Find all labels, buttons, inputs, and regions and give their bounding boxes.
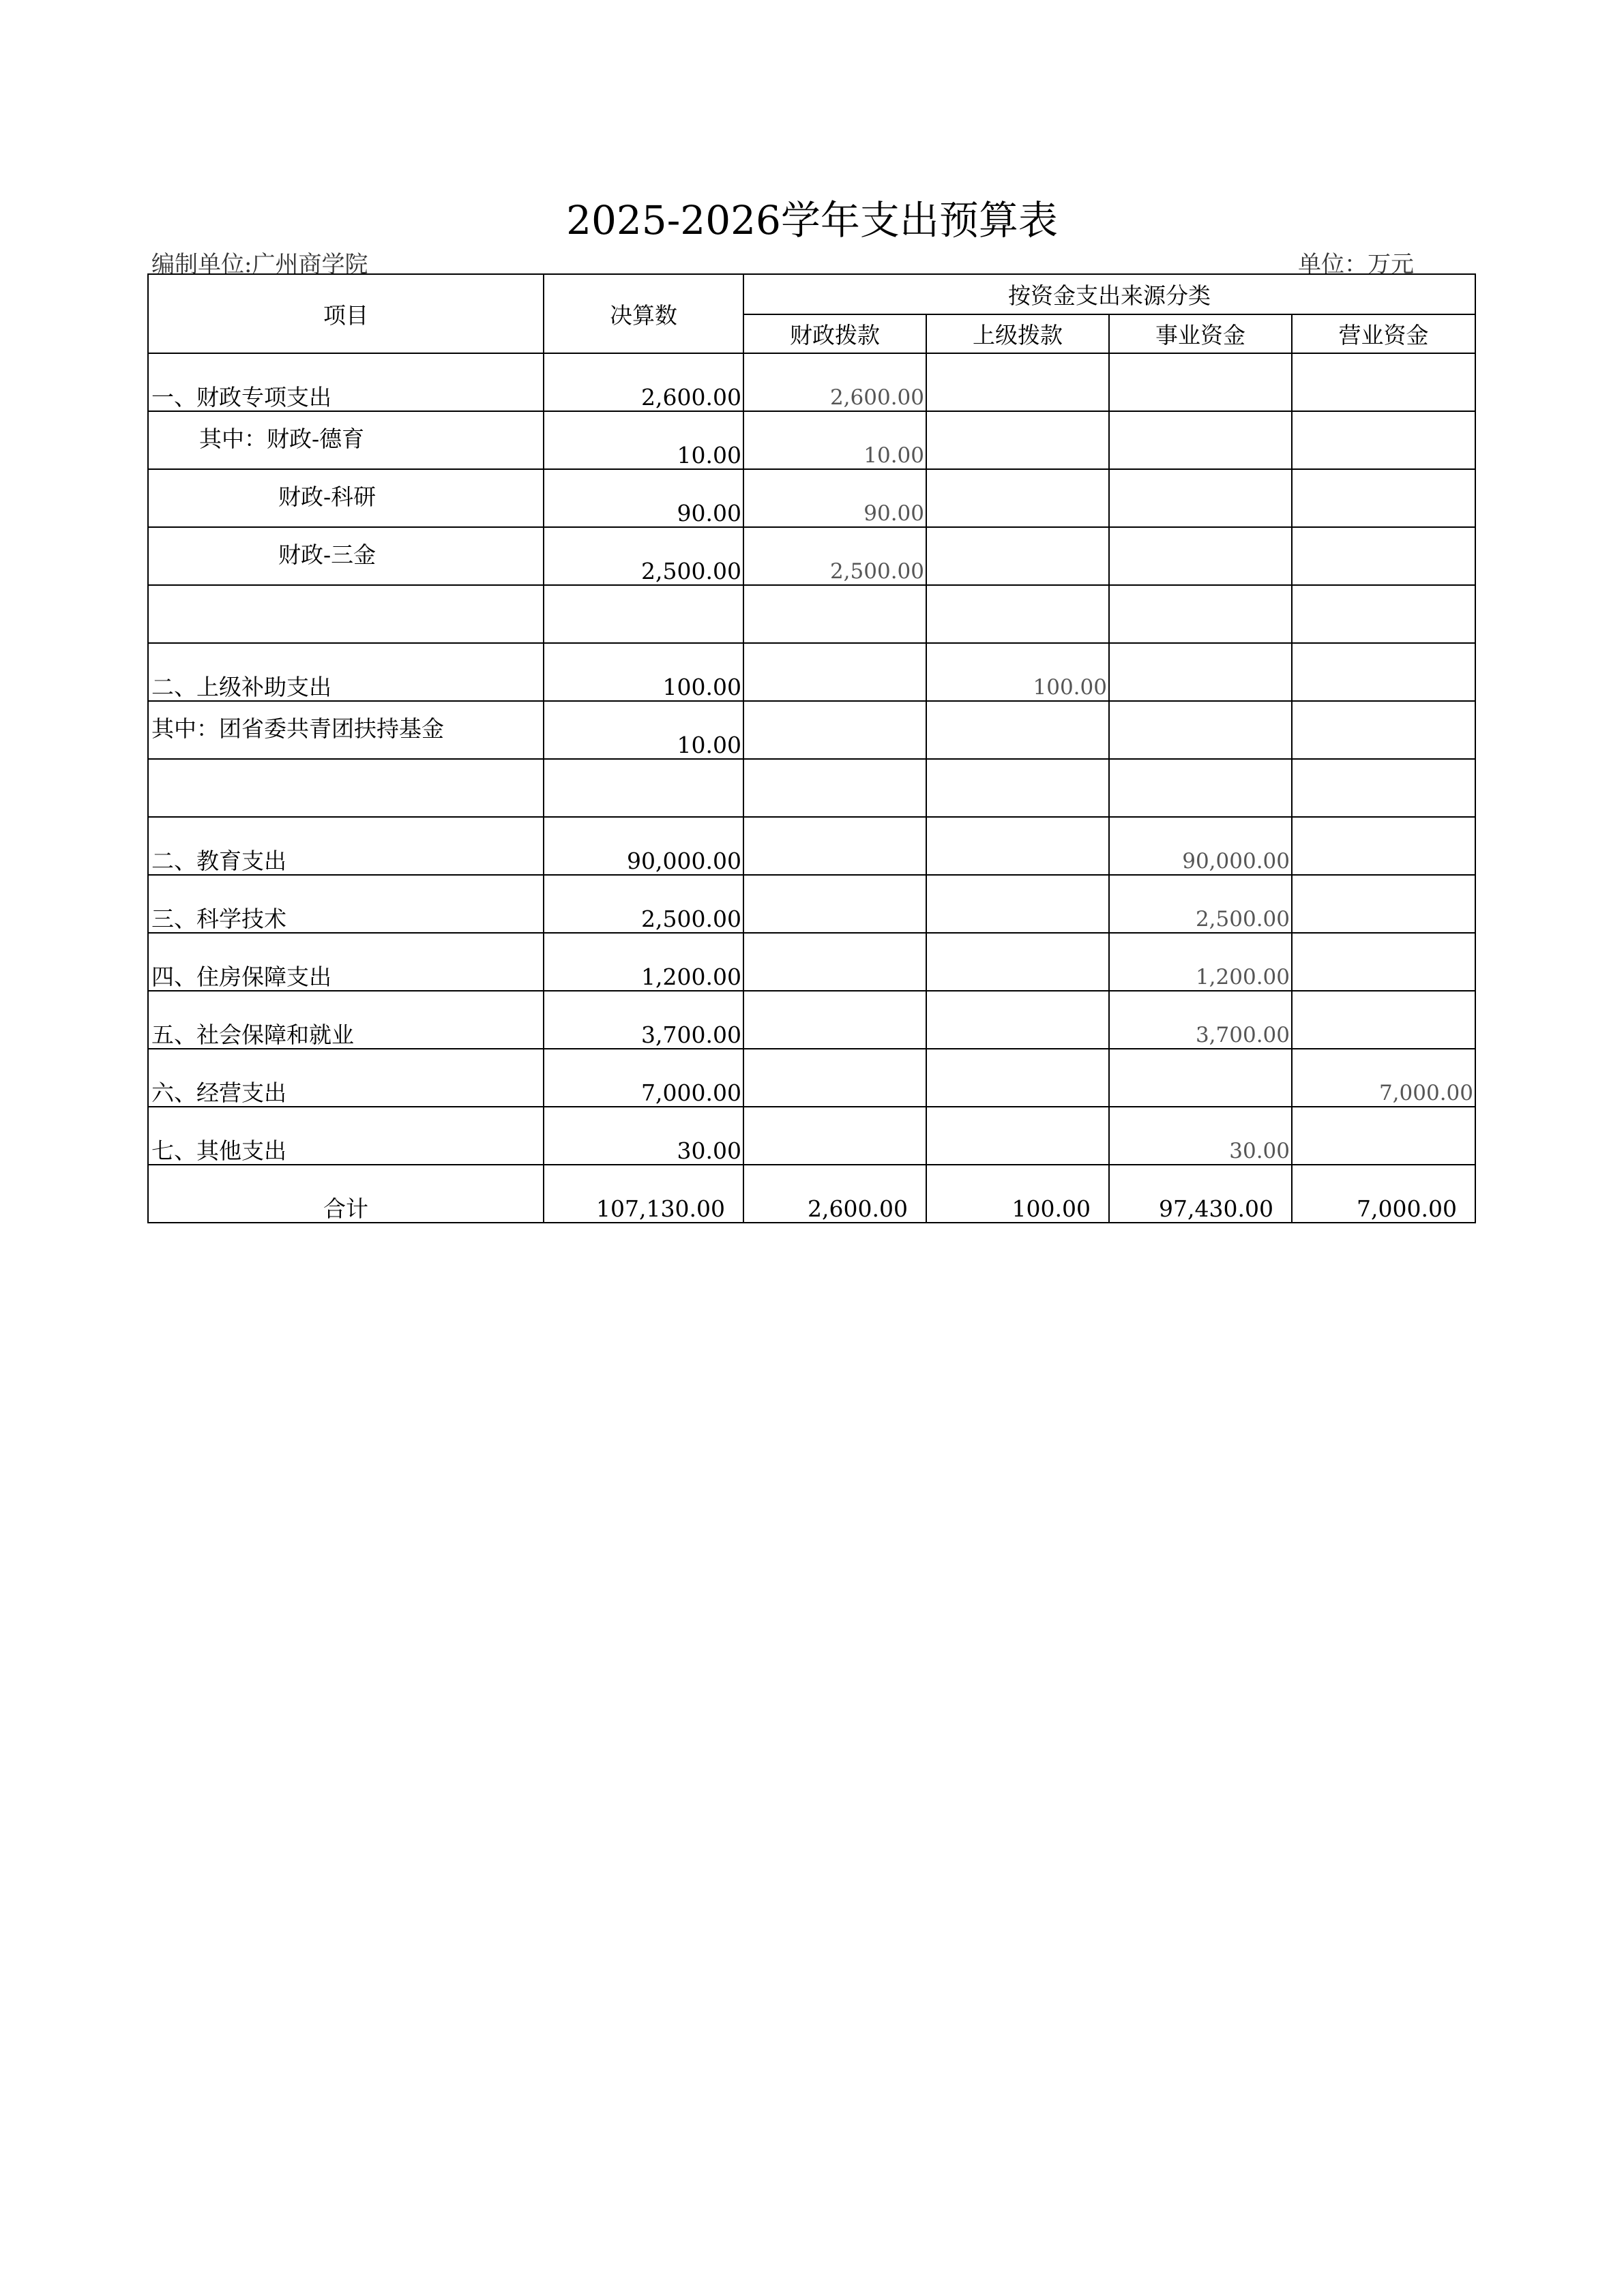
row-source-value-c2 [926,933,1109,991]
table-row [148,643,1475,701]
table-row [148,527,1475,585]
row-source-value-c2 [926,701,1109,759]
table-row [148,875,1475,933]
row-label-text: 其中：财政-德育 [199,426,365,452]
row-source-value-c4 [1292,469,1475,527]
header-col-superior: 上级拨款 [926,314,1109,353]
row-source-value-c1 [743,643,926,701]
row-source-value-c3 [1109,643,1292,701]
row-source-value-c3 [1109,527,1292,585]
row-source-value-c4 [1292,875,1475,933]
row-total-value: 2,500.00 [544,527,743,585]
row-total-value: 100.00 [544,643,743,701]
row-total-value [544,759,743,817]
row-label [148,527,544,585]
row-source-value-c1 [743,1049,926,1107]
row-source-value-c3 [1109,353,1292,411]
row-label [148,353,544,411]
header-row [148,274,1475,314]
row-source-value-c4 [1292,933,1475,991]
row-source-value-c1: 2,600.00 [743,353,926,411]
unit-label: 单位：万元 [1298,251,1414,278]
row-source-value-c3 [1109,1049,1292,1107]
table-row [148,1049,1475,1107]
row-total-value: 2,500.00 [544,875,743,933]
row-source-value-c1 [743,585,926,643]
row-source-value-c2: 100.00 [926,643,1109,701]
table-row [148,353,1475,411]
row-source-value-c4 [1292,411,1475,469]
header-col-finance: 财政拨款 [743,314,926,353]
row-source-value-c3 [1109,411,1292,469]
table-row [148,759,1475,817]
row-label [148,759,544,817]
table-row [148,585,1475,643]
row-label [148,643,544,701]
row-label-text: 三、科学技术 [151,906,286,932]
header-item: 项目 [148,274,544,353]
row-source-value-c3: 1,200.00 [1109,933,1292,991]
row-source-value-c4 [1292,759,1475,817]
row-source-value-c4 [1292,527,1475,585]
row-total-value: 3,700.00 [544,991,743,1049]
row-label [148,469,544,527]
budget-table [147,273,1476,1223]
row-total-value: 10.00 [544,701,743,759]
row-label-text: 财政-三金 [278,541,377,568]
row-source-value-c4: 7,000.00 [1292,1049,1475,1107]
row-label [148,585,544,643]
row-label-text: 一、财政专项支出 [151,384,331,411]
row-source-value-c1 [743,817,926,875]
row-source-value-c3: 3,700.00 [1109,991,1292,1049]
row-source-value-c2 [926,1049,1109,1107]
row-source-value-c2 [926,353,1109,411]
row-source-value-c4 [1292,817,1475,875]
table-row [148,991,1475,1049]
row-total-value: 1,200.00 [544,933,743,991]
totals-value-c4: 7,000.00 [1292,1165,1475,1223]
row-source-value-c3 [1109,759,1292,817]
row-source-value-c3 [1109,701,1292,759]
row-source-value-c1: 90.00 [743,469,926,527]
totals-row [148,1165,1475,1223]
row-source-value-c2 [926,759,1109,817]
row-label-text: 财政-科研 [278,483,377,510]
row-source-value-c4 [1292,1107,1475,1165]
row-source-value-c1 [743,759,926,817]
header-total: 决算数 [544,274,743,353]
row-label-text: 二、上级补助支出 [151,674,331,700]
row-source-value-c3: 2,500.00 [1109,875,1292,933]
header-col-business: 营业资金 [1292,314,1475,353]
row-source-value-c4 [1292,701,1475,759]
table-row [148,1107,1475,1165]
header-source-group: 按资金支出来源分类 [743,274,1475,314]
row-total-value [544,585,743,643]
org-label: 编制单位:广州商学院 [151,251,368,278]
row-label [148,1107,544,1165]
row-label-text: 其中：团省委共青团扶持基金 [151,715,444,742]
row-source-value-c1 [743,875,926,933]
row-total-value: 7,000.00 [544,1049,743,1107]
row-source-value-c2 [926,817,1109,875]
row-total-value: 90.00 [544,469,743,527]
row-source-value-c2 [926,527,1109,585]
row-label-text: 七、其他支出 [151,1137,286,1164]
row-source-value-c2 [926,411,1109,469]
row-total-value: 90,000.00 [544,817,743,875]
header-col-operating: 事业资金 [1109,314,1292,353]
row-label [148,991,544,1049]
row-source-value-c2 [926,1107,1109,1165]
row-source-value-c1 [743,991,926,1049]
row-source-value-c1 [743,933,926,991]
table-body [148,353,1475,1223]
row-source-value-c3: 90,000.00 [1109,817,1292,875]
row-label [148,875,544,933]
totals-value-c2: 100.00 [926,1165,1109,1223]
page-title: 2025-2026学年支出预算表 [566,197,1058,243]
totals-value-c3: 97,430.00 [1109,1165,1292,1223]
row-source-value-c2 [926,469,1109,527]
row-total-value: 2,600.00 [544,353,743,411]
row-source-value-c1 [743,701,926,759]
row-source-value-c3 [1109,469,1292,527]
row-label [148,411,544,469]
row-label-text: 六、经营支出 [151,1079,286,1106]
table-row [148,817,1475,875]
totals-label: 合计 [148,1165,544,1223]
row-source-value-c4 [1292,991,1475,1049]
row-source-value-c2 [926,991,1109,1049]
row-source-value-c4 [1292,643,1475,701]
row-source-value-c2 [926,585,1109,643]
row-total-value: 10.00 [544,411,743,469]
row-label [148,1049,544,1107]
totals-value-c1: 2,600.00 [743,1165,926,1223]
table-row [148,411,1475,469]
row-label [148,933,544,991]
row-label [148,817,544,875]
row-label [148,701,544,759]
row-label-text: 二、教育支出 [151,848,286,874]
row-total-value: 30.00 [544,1107,743,1165]
row-source-value-c4 [1292,353,1475,411]
row-source-value-c1: 10.00 [743,411,926,469]
row-source-value-c1: 2,500.00 [743,527,926,585]
row-source-value-c3: 30.00 [1109,1107,1292,1165]
row-label-text: 四、住房保障支出 [151,964,331,990]
row-source-value-c1 [743,1107,926,1165]
table-row [148,469,1475,527]
row-source-value-c3 [1109,585,1292,643]
row-source-value-c2 [926,875,1109,933]
row-source-value-c4 [1292,585,1475,643]
totals-value-total: 107,130.00 [544,1165,743,1223]
table-row [148,933,1475,991]
row-label-text: 五、社会保障和就业 [151,1022,354,1048]
table-row [148,701,1475,759]
